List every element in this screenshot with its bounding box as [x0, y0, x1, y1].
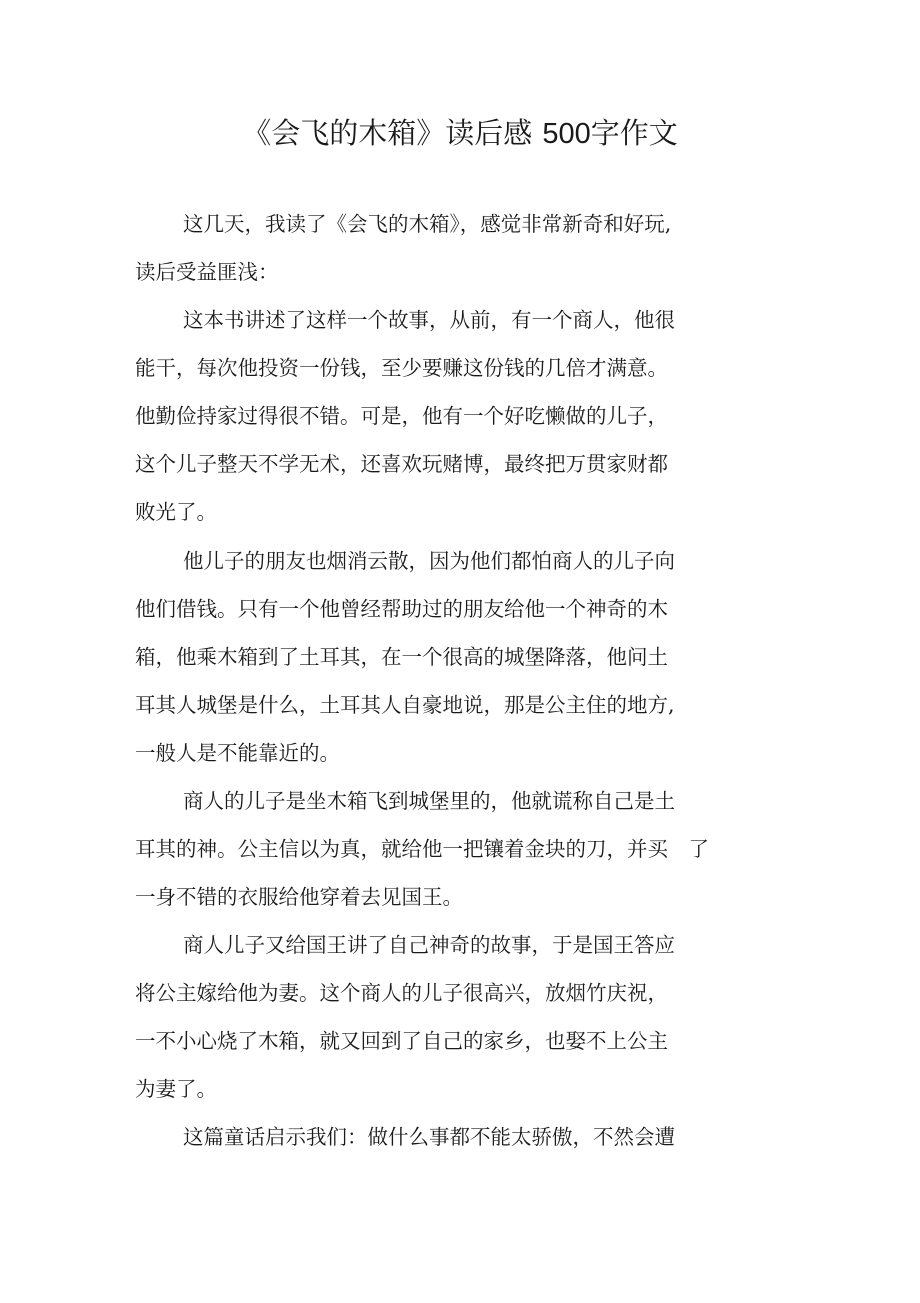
text-line: 为妻了。: [135, 1077, 217, 1101]
text-line: 一身不错的衣服给他穿着去见国王。: [135, 885, 463, 909]
text-line: 商人的儿子是坐木箱飞到城堡里的，他就谎称自己是土: [183, 789, 675, 813]
text-line: 这几天，我读了《会飞的木箱》，感觉非常新奇和好玩,: [183, 212, 672, 236]
title-suffix: 500字作文: [542, 118, 678, 150]
text-line: 这本书讲述了这样一个故事，从前，有一个商人，他很: [183, 308, 675, 332]
text-line: 耳其人城堡是什么，土耳其人自豪地说，那是公主住的地方,: [135, 693, 675, 717]
text-line: 他勤俭持家过得很不错。可是，他有一个好吃懒做的儿子，: [135, 404, 668, 428]
text-line: 耳其的神。公主信以为真，就给他一把镶着金块的刀，并买 了: [135, 837, 709, 861]
text-line: 这个儿子整天不学无术，还喜欢玩赌博，最终把万贯家财都: [135, 452, 668, 476]
text-line: 箱，他乘木箱到了土耳其，在一个很高的城堡降落，他问土: [135, 645, 668, 669]
text-line: 读后受益匪浅：: [135, 260, 279, 284]
text-line: 一般人是不能靠近的。: [135, 741, 340, 765]
text-line: 一不小心烧了木箱，就又回到了自己的家乡，也娶不上公主: [135, 1029, 668, 1053]
page-title: [0, 113, 920, 154]
text-line: 他们借钱。只有一个他曾经帮助过的朋友给他一个神奇的木: [135, 597, 668, 621]
title-text: 《会飞的木箱》读后感: [242, 116, 533, 150]
text-line: 能干，每次他投资一份钱，至少要赚这份钱的几倍才满意。: [135, 356, 668, 380]
text-line: 商人儿子又给国王讲了自己神奇的故事，于是国王答应: [183, 933, 675, 957]
text-line: 败光了。: [135, 500, 217, 524]
text-line: 这篇童话启示我们：做什么事都不能太骄傲，不然会遭: [183, 1125, 675, 1149]
text-line: 他儿子的朋友也烟消云散，因为他们都怕商人的儿子向: [183, 549, 675, 573]
text-line: 将公主嫁给他为妻。这个商人的儿子很高兴，放烟竹庆祝，: [135, 981, 668, 1005]
